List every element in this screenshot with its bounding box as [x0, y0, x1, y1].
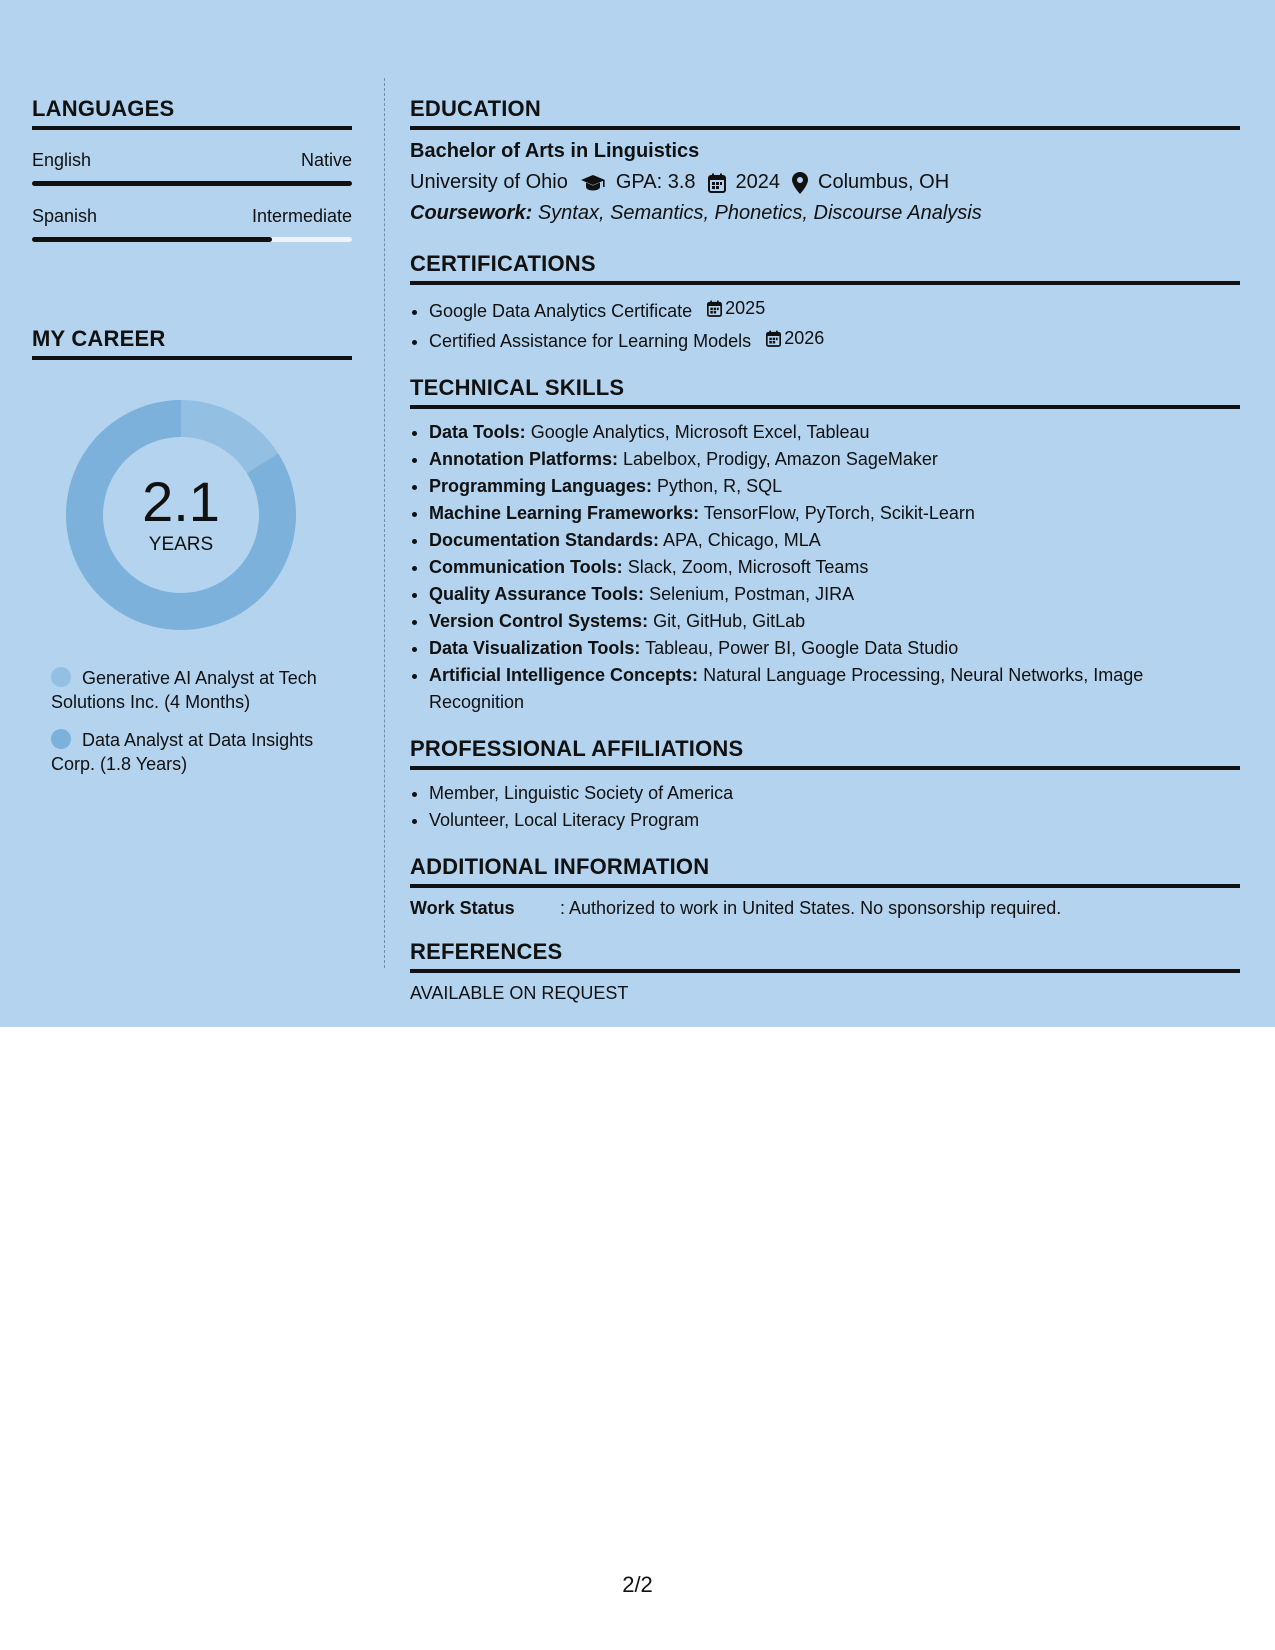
language-english: [32, 130, 352, 186]
career-donut-chart: [66, 400, 296, 630]
calendar-icon: [766, 330, 781, 347]
certification-date: [707, 295, 765, 322]
skill-label: Communication Tools:: [429, 557, 623, 577]
education-heading: EDUCATION: [410, 80, 1240, 130]
certifications-heading: CERTIFICATIONS: [410, 235, 1240, 285]
language-bar-fill: [32, 237, 272, 242]
legend-label: Data Analyst at Data Insights Corp. (1.8 Years): [51, 730, 314, 774]
skill-value: TensorFlow, PyTorch, Scikit-Learn: [703, 503, 975, 523]
list-item: [429, 527, 1240, 554]
references-heading: REFERENCES: [410, 923, 1240, 973]
career-total-unit: YEARS: [148, 534, 214, 555]
list-item: • Volunteer, Local Literacy Program: [429, 807, 1240, 834]
certification-name: Certified Assistance for Learning Models: [429, 331, 752, 351]
skill-value: APA, Chicago, MLA: [663, 530, 821, 550]
education-location: Columbus, OH: [818, 171, 950, 193]
affiliations-heading: PROFESSIONAL AFFILIATIONS: [410, 720, 1240, 770]
language-bar-fill: [32, 181, 352, 186]
work-status-row: [410, 898, 1240, 919]
career-heading: MY CAREER: [32, 310, 352, 360]
legend-item: [51, 728, 352, 776]
legend-dot: [51, 667, 71, 687]
skill-value: Selenium, Postman, JIRA: [649, 584, 855, 604]
page-number: 2/2: [622, 1572, 653, 1597]
skill-value: Tableau, Power BI, Google Data Studio: [645, 638, 959, 658]
language-name: English: [32, 150, 92, 170]
language-name: Spanish: [32, 206, 98, 226]
language-bar-track: [32, 237, 352, 242]
skill-label: Programming Languages:: [429, 476, 653, 496]
right-column: [410, 80, 1240, 1004]
certification-year: 2025: [725, 298, 766, 318]
skill-label: Machine Learning Frameworks:: [429, 503, 700, 523]
language-level: Native: [300, 150, 352, 170]
language-bar-track: [32, 181, 352, 186]
graduation-cap-icon: [580, 174, 606, 192]
education-degree: Bachelor of Arts in Linguistics: [410, 140, 700, 162]
skill-label: Documentation Standards:: [429, 530, 660, 550]
skills-list: [410, 419, 1240, 716]
calendar-icon: [707, 300, 722, 317]
language-level: Intermediate: [251, 206, 352, 226]
list-item: [429, 635, 1240, 662]
calendar-icon: [708, 173, 726, 193]
list-item: [429, 554, 1240, 581]
skill-value: Python, R, SQL: [657, 476, 783, 496]
skill-value: Natural Language Processing, Neural Networks, Image Recognition: [429, 665, 1144, 712]
list-item: [429, 500, 1240, 527]
skill-label: Quality Assurance Tools:: [429, 584, 645, 604]
coursework-label: Coursework:: [410, 202, 533, 224]
affiliations-list: [410, 780, 1240, 834]
list-item: [429, 662, 1240, 716]
skill-value: Slack, Zoom, Microsoft Teams: [627, 557, 869, 577]
skill-label: Data Visualization Tools:: [429, 638, 641, 658]
additional-info-heading: ADDITIONAL INFORMATION: [410, 838, 1240, 888]
list-item: [429, 419, 1240, 446]
donut-center: [66, 400, 296, 630]
list-item: [429, 581, 1240, 608]
list-item: [429, 473, 1240, 500]
education-coursework: [410, 202, 1240, 225]
skill-label: Data Tools:: [429, 422, 526, 442]
legend-label: Generative AI Analyst at Tech Solutions Inc. (4 Months): [51, 668, 317, 712]
column-divider: [384, 78, 385, 968]
skill-value: Google Analytics, Microsoft Excel, Tableau: [530, 422, 870, 442]
languages-heading: LANGUAGES: [32, 80, 352, 130]
legend-dot: [51, 729, 71, 749]
certifications-list: [410, 295, 1240, 355]
certification-name: Google Data Analytics Certificate: [429, 301, 693, 321]
skill-label: Annotation Platforms:: [429, 449, 618, 469]
list-item: [429, 608, 1240, 635]
education-school: University of Ohio: [410, 171, 568, 193]
location-pin-icon: [792, 172, 808, 194]
career-total-years: 2.1: [142, 470, 220, 533]
list-item: [429, 295, 1240, 325]
references-text: AVAILABLE ON REQUEST: [410, 983, 629, 1003]
skill-value: Labelbox, Prodigy, Amazon SageMaker: [623, 449, 938, 469]
legend-item: [51, 666, 352, 714]
coursework-list: Syntax, Semantics, Phonetics, Discourse Analysis: [537, 202, 982, 224]
list-item: • Member, Linguistic Society of America: [429, 780, 1240, 807]
technical-skills-heading: TECHNICAL SKILLS: [410, 359, 1240, 409]
education-year: 2024: [735, 171, 781, 193]
left-column: [32, 80, 352, 790]
work-status-label: Work Status: [410, 898, 515, 918]
certification-year: 2026: [784, 328, 825, 348]
certification-date: [766, 325, 824, 352]
list-item: [429, 325, 1240, 355]
skill-label: Version Control Systems:: [429, 611, 649, 631]
work-status-value: : Authorized to work in United States. No sponsorship required.: [560, 898, 1062, 918]
skill-label: Artificial Intelligence Concepts:: [429, 665, 699, 685]
language-spanish: [32, 186, 352, 242]
skill-value: Git, GitHub, GitLab: [653, 611, 806, 631]
career-legend: [51, 666, 352, 776]
education-gpa: GPA: 3.8: [615, 171, 696, 193]
education-details: [410, 171, 1240, 194]
list-item: [429, 446, 1240, 473]
